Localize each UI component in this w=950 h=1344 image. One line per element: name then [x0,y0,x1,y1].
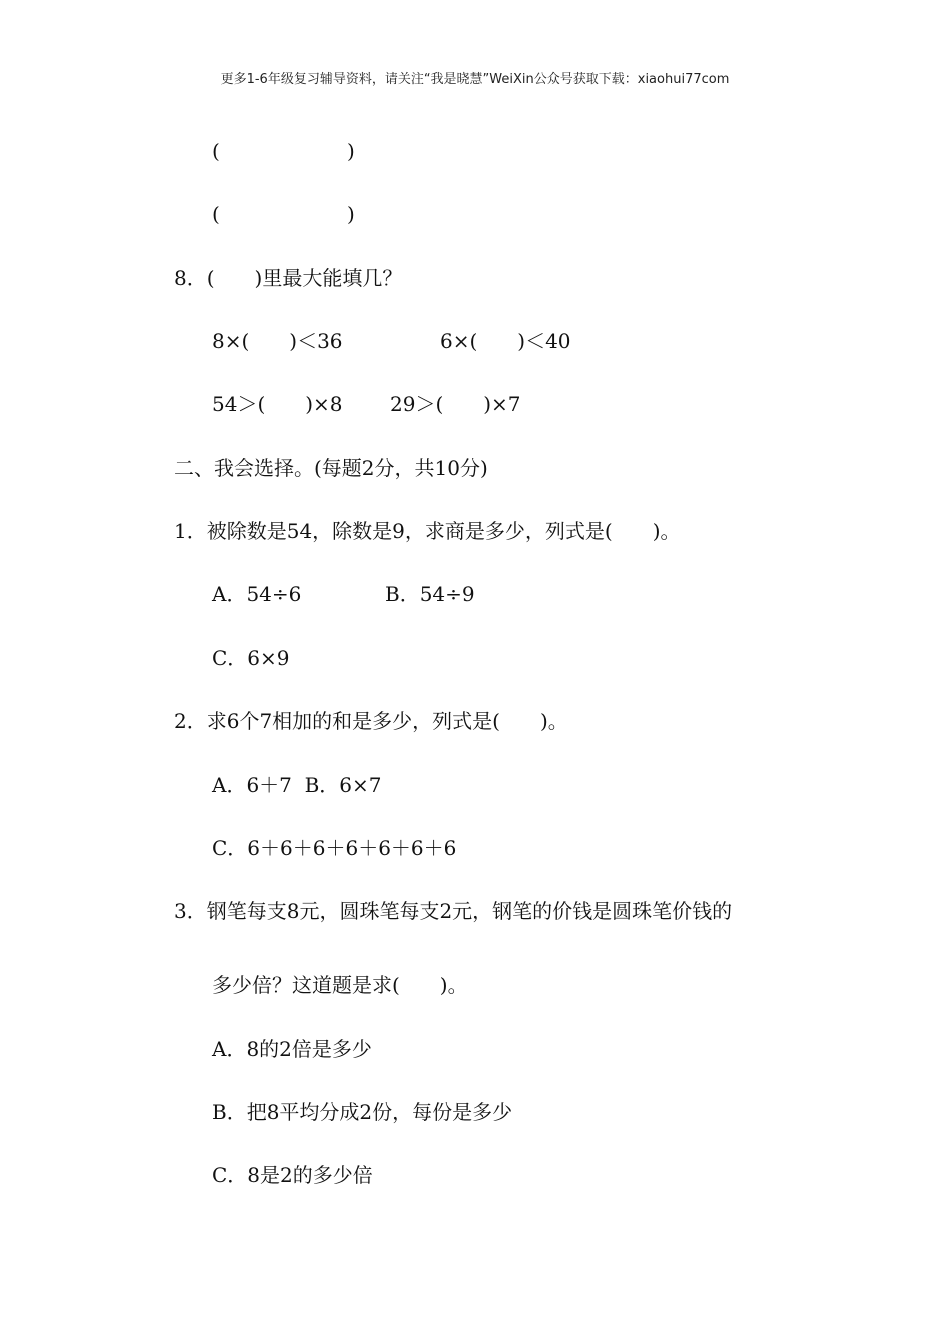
choice-question-1: 1．被除数是54，除数是9，求商是多少，列式是( )。 [174,519,681,543]
question-8-title: 8．( )里最大能填几？ [174,266,403,290]
choice-q2-option-c: C．6＋6＋6＋6＋6＋6＋6 [212,836,457,860]
section-2-title: 二、我会选择。(每题2分，共10分) [174,456,488,480]
choice-question-3-line-1: 3．钢笔每支8元，圆珠笔每支2元，钢笔的价钱是圆珠笔价钱的 [174,899,733,923]
answer-blank-2: ( ) [212,202,355,226]
question-8-item-3: 54＞( )×8 [212,392,343,416]
page-header-banner: 更多1-6年级复习辅导资料，请关注“我是晓慧”WeiXin公众号获取下载：xiaohui77com [220,72,730,87]
question-8-item-1: 8×( )＜36 [212,329,343,353]
choice-q3-option-b: B．把8平均分成2份，每份是多少 [212,1100,513,1124]
choice-question-3-line-2: 多少倍？这道题是求( )。 [212,973,468,997]
choice-q2-options-ab: A．6＋7 B．6×7 [212,773,382,797]
choice-q3-option-a: A．8的2倍是多少 [212,1037,372,1061]
question-8-item-2: 6×( )＜40 [440,329,571,353]
choice-q1-option-b: B．54÷9 [385,582,475,606]
choice-q1-option-a: A．54÷6 [212,582,302,606]
question-8-item-4: 29＞( )×7 [390,392,521,416]
choice-q1-option-c: C．6×9 [212,646,290,670]
answer-blank-1: ( ) [212,139,355,163]
choice-question-2: 2．求6个7相加的和是多少，列式是( )。 [174,709,568,733]
choice-q3-option-c: C．8是2的多少倍 [212,1163,373,1187]
